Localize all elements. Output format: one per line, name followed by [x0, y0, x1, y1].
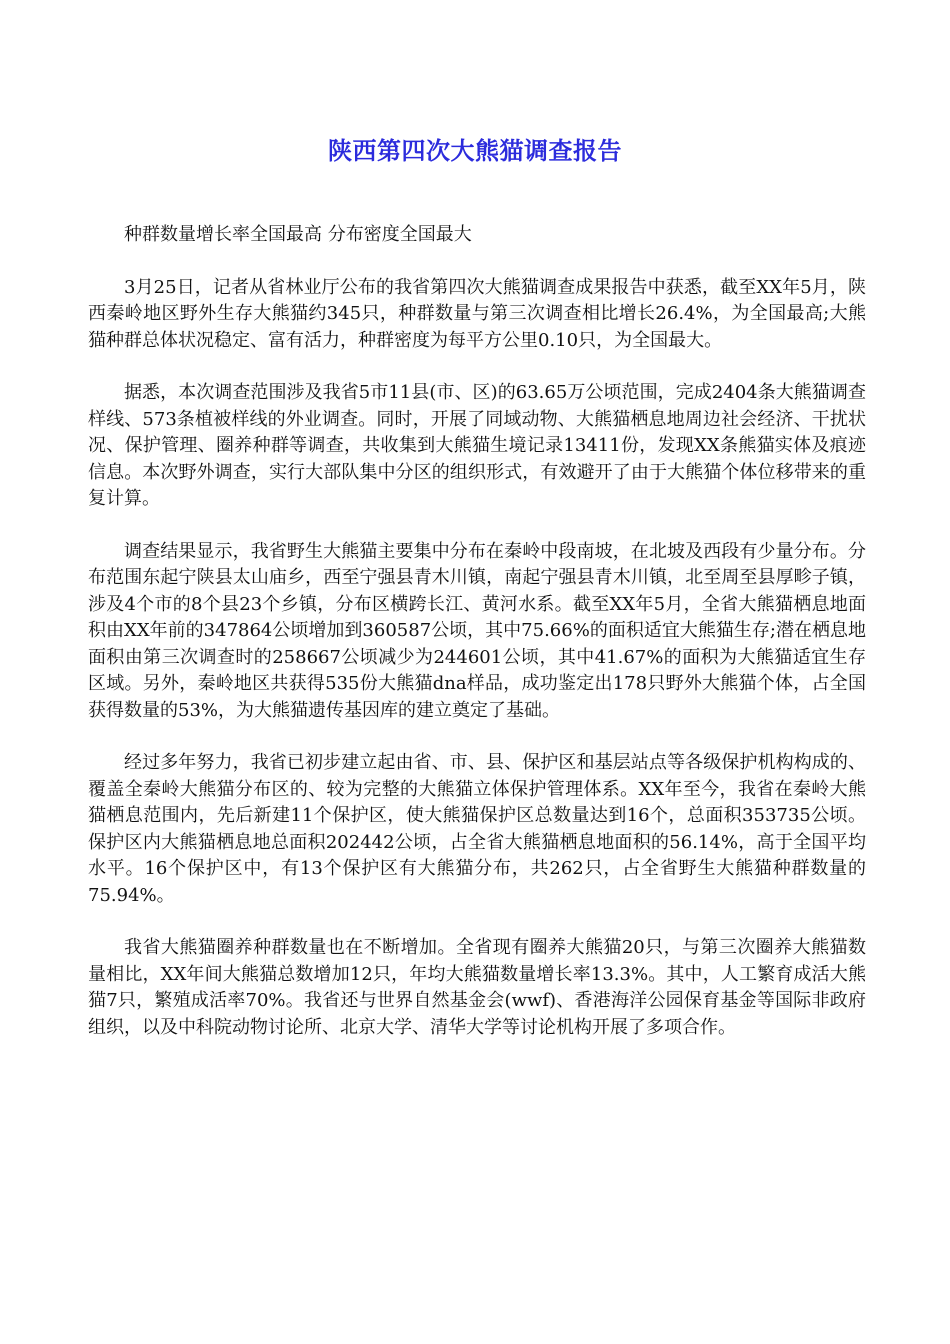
page-title: 陕西第四次大熊猫调查报告	[328, 137, 622, 165]
subtitle-paragraph: 种群数量增长率全国最高 分布密度全国最大	[124, 224, 472, 245]
body-paragraph: 据悉，本次调查范围涉及我省5市11县(市、区)的63.65万公顷范围，完成2404条大熊猫调查样线、573条植被样线的外业调查。同时，开展了同域动物、大熊猫栖息地周边社会经济、干扰状况、保护管理、圈养种群等调查，共收集到大熊猫生境记录13411份，发现XX条熊猫实体及痕迹信息。本次野外调查，实行大部队集中分区的组织形式，有效避开了由于大熊猫个体位移带来的重复计算。	[88, 382, 866, 509]
body-paragraph: 调查结果显示，我省野生大熊猫主要集中分布在秦岭中段南坡，在北坡及西段有少量分布。分布范围东起宁陕县太山庙乡，西至宁强县青木川镇，南起宁强县青木川镇，北至周至县厚畛子镇，涉及4个市的8个县23个乡镇，分布区横跨长江、黄河水系。截至XX年5月，全省大熊猫栖息地面积由XX年前的347864公顷增加到360587公顷，其中75.66%的面积适宜大熊猫生存;潜在栖息地面积由第三次调查时的258667公顷减少为244601公顷，其中41.67%的面积为大熊猫适宜生存区域。另外，秦岭地区共获得535份大熊猫dna样品，成功鉴定出178只野外大熊猫个体，占全国获得数量的53%，为大熊猫遗传基因库的建立奠定了基础。	[88, 540, 866, 721]
body-paragraph: 3月25日，记者从省林业厅公布的我省第四次大熊猫调查成果报告中获悉，截至XX年5月，陕西秦岭地区野外生存大熊猫约345只，种群数量与第三次调查相比增长26.4%，为全国最高;大熊猫种群总体状况稳定、富有活力，种群密度为每平方公里0.10只，为全国最大。	[88, 276, 866, 351]
body-paragraph: 我省大熊猫圈养种群数量也在不断增加。全省现有圈养大熊猫20只，与第三次圈养大熊猫数量相比，XX年间大熊猫总数增加12只，年均大熊猫数量增长率13.3%。其中，人工繁育成活大熊猫7只，繁殖成活率70%。我省还与世界自然基金会(wwf)、香港海洋公园保育基金等国际非政府组织，以及中科院动物讨论所、北京大学、清华大学等讨论机构开展了多项合作。	[88, 937, 866, 1038]
document-body	[88, 222, 866, 1067]
body-paragraph: 经过多年努力，我省已初步建立起由省、市、县、保护区和基层站点等各级保护机构构成的、覆盖全秦岭大熊猫分布区的、较为完整的大熊猫立体保护管理体系。XX年至今，我省在秦岭大熊猫栖息范围内，先后新建11个保护区，使大熊猫保护区总数量达到16个，总面积353735公顷。保护区内大熊猫栖息地总面积202442公顷，占全省大熊猫栖息地面积的56.14%，高于全国平均水平。16个保护区中，有13个保护区有大熊猫分布，共262只，占全省野生大熊猫种群数量的75.94%。	[88, 752, 866, 906]
